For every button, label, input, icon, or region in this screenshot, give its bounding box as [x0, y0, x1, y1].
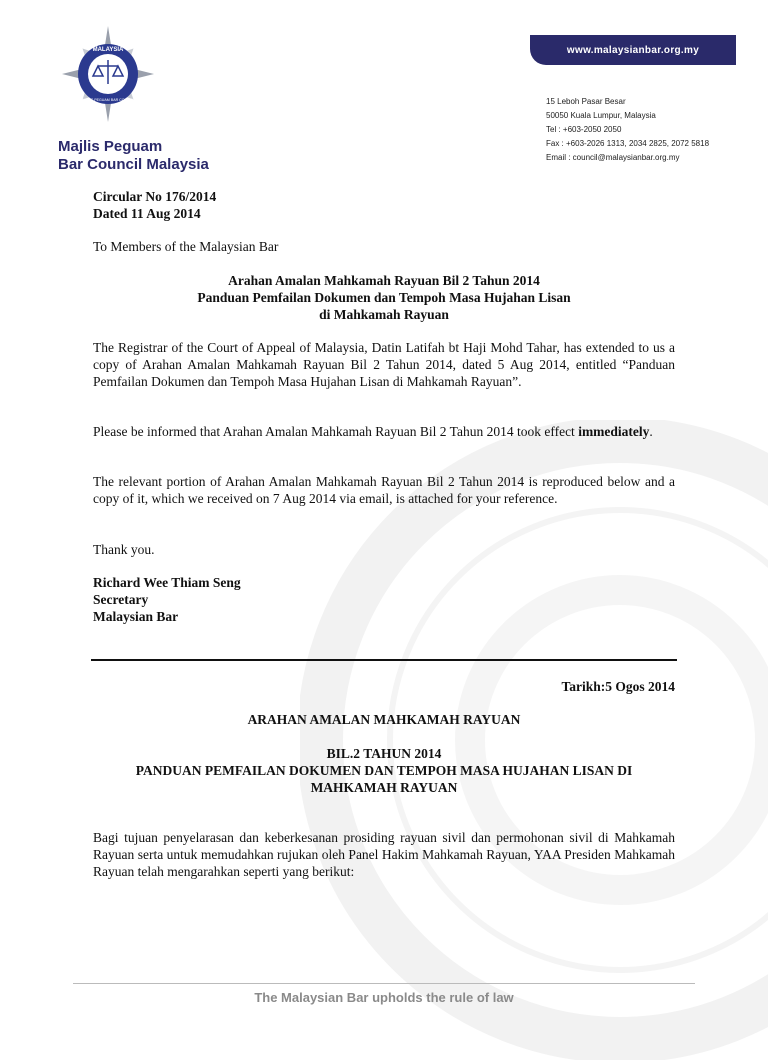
website-url: www.malaysianbar.org.my — [566, 44, 700, 56]
address-block — [546, 95, 709, 165]
address-line: 50050 Kuala Lumpur, Malaysia — [546, 111, 656, 120]
address-line: 15 Leboh Pasar Besar — [546, 97, 626, 106]
thanks — [93, 541, 675, 558]
signatory-org: Malaysian Bar — [93, 609, 179, 624]
subject-line: MAHKAMAH RAYUAN — [310, 780, 458, 795]
watermark-seal-icon — [300, 420, 768, 1060]
circular-meta — [93, 188, 675, 222]
circular-number: Circular No 176/2014 — [93, 189, 217, 204]
signature-block — [93, 574, 675, 625]
circular-title — [93, 272, 675, 323]
emphasis-immediately: immediately — [578, 424, 650, 439]
directive-date — [93, 678, 675, 695]
directive-intro — [93, 829, 675, 880]
website-banner — [530, 35, 736, 65]
footer-divider — [73, 983, 695, 984]
paragraph-text: The Registrar of the Court of Appeal of Malaysia, Datin Latifah bt Haji Mohd Tahar, has extended to us a copy of Arahan Amalan Mahkamah Rayuan Bil 2 Tahun 2014, dated 5 Aug 2014, entitled “Panduan Pemfailan Dokumen dan Tempoh Masa Hujahan Lisan di Mahkamah Rayuan”. — [93, 340, 675, 389]
thanks-text: Thank you. — [93, 542, 155, 557]
paragraph-text: The relevant portion of Arahan Amalan Mahkamah Rayuan Bil 2 Tahun 2014 is reproduced below and a copy of it, which we received on 7 Aug 2014 via email, is attached for your reference. — [93, 474, 675, 506]
subject-line: PANDUAN PEMFAILAN DOKUMEN DAN TEMPOH MASA HUJAHAN LISAN DI — [135, 763, 633, 778]
directive-number: BIL.2 TAHUN 2014 — [326, 746, 442, 761]
section-divider — [91, 659, 677, 661]
directive-date-text: Tarikh:5 Ogos 2014 — [561, 679, 675, 694]
organization-name — [58, 138, 209, 174]
paragraph-registrar — [93, 339, 675, 390]
paragraph-text-prefix: Please be informed that Arahan Amalan Mahkamah Rayuan Bil 2 Tahun 2014 took effect — [93, 424, 579, 439]
recipient-line: To Members of the Malaysian Bar — [93, 239, 279, 254]
logo-bottom-text: MAJLIS PEGUAM BAR COUNCIL — [80, 98, 136, 102]
circular-date: Dated 11 Aug 2014 — [93, 206, 201, 221]
directive-intro-text: Bagi tujuan penyelarasan dan keberkesanan prosiding rayuan sivil dan permohonan sivil di Mahkamah Rayuan serta untuk memudahkan rujukan oleh Panel Hakim Mahkamah Rayuan, YAA Presiden Mahkamah Rayuan telah mengarahkan seperti yang berikut: — [93, 830, 675, 879]
paragraph-reproduced — [93, 473, 675, 507]
footer-tagline: The Malaysian Bar upholds the rule of law — [254, 990, 514, 1005]
signatory-name: Richard Wee Thiam Seng — [93, 575, 241, 590]
title-line: Arahan Amalan Mahkamah Rayuan Bil 2 Tahun 2014 — [228, 273, 540, 288]
signatory-title: Secretary — [93, 592, 149, 607]
org-name-english: Bar Council Malaysia — [58, 156, 209, 173]
paragraph-text — [93, 423, 675, 440]
telephone-line: Tel : +603-2050 2050 — [546, 125, 622, 134]
paragraph-effect — [93, 423, 675, 440]
bar-council-logo-icon — [58, 24, 158, 134]
paragraph-text-suffix: . — [649, 424, 653, 439]
directive-subject — [93, 745, 675, 796]
org-name-malay: Majlis Peguam — [58, 138, 163, 155]
title-line: Panduan Pemfailan Dokumen dan Tempoh Masa Hujahan Lisan — [197, 290, 571, 305]
directive-heading — [93, 711, 675, 728]
logo-ring-text: MALAYSIA — [92, 47, 124, 53]
fax-line: Fax : +603-2026 1313, 2034 2825, 2072 5818 — [546, 139, 710, 148]
directive-heading-text: ARAHAN AMALAN MAHKAMAH RAYUAN — [247, 712, 521, 727]
title-line: di Mahkamah Rayuan — [319, 307, 449, 322]
circular-recipient — [93, 238, 675, 255]
email-line: Email : council@malaysianbar.org.my — [546, 153, 680, 162]
